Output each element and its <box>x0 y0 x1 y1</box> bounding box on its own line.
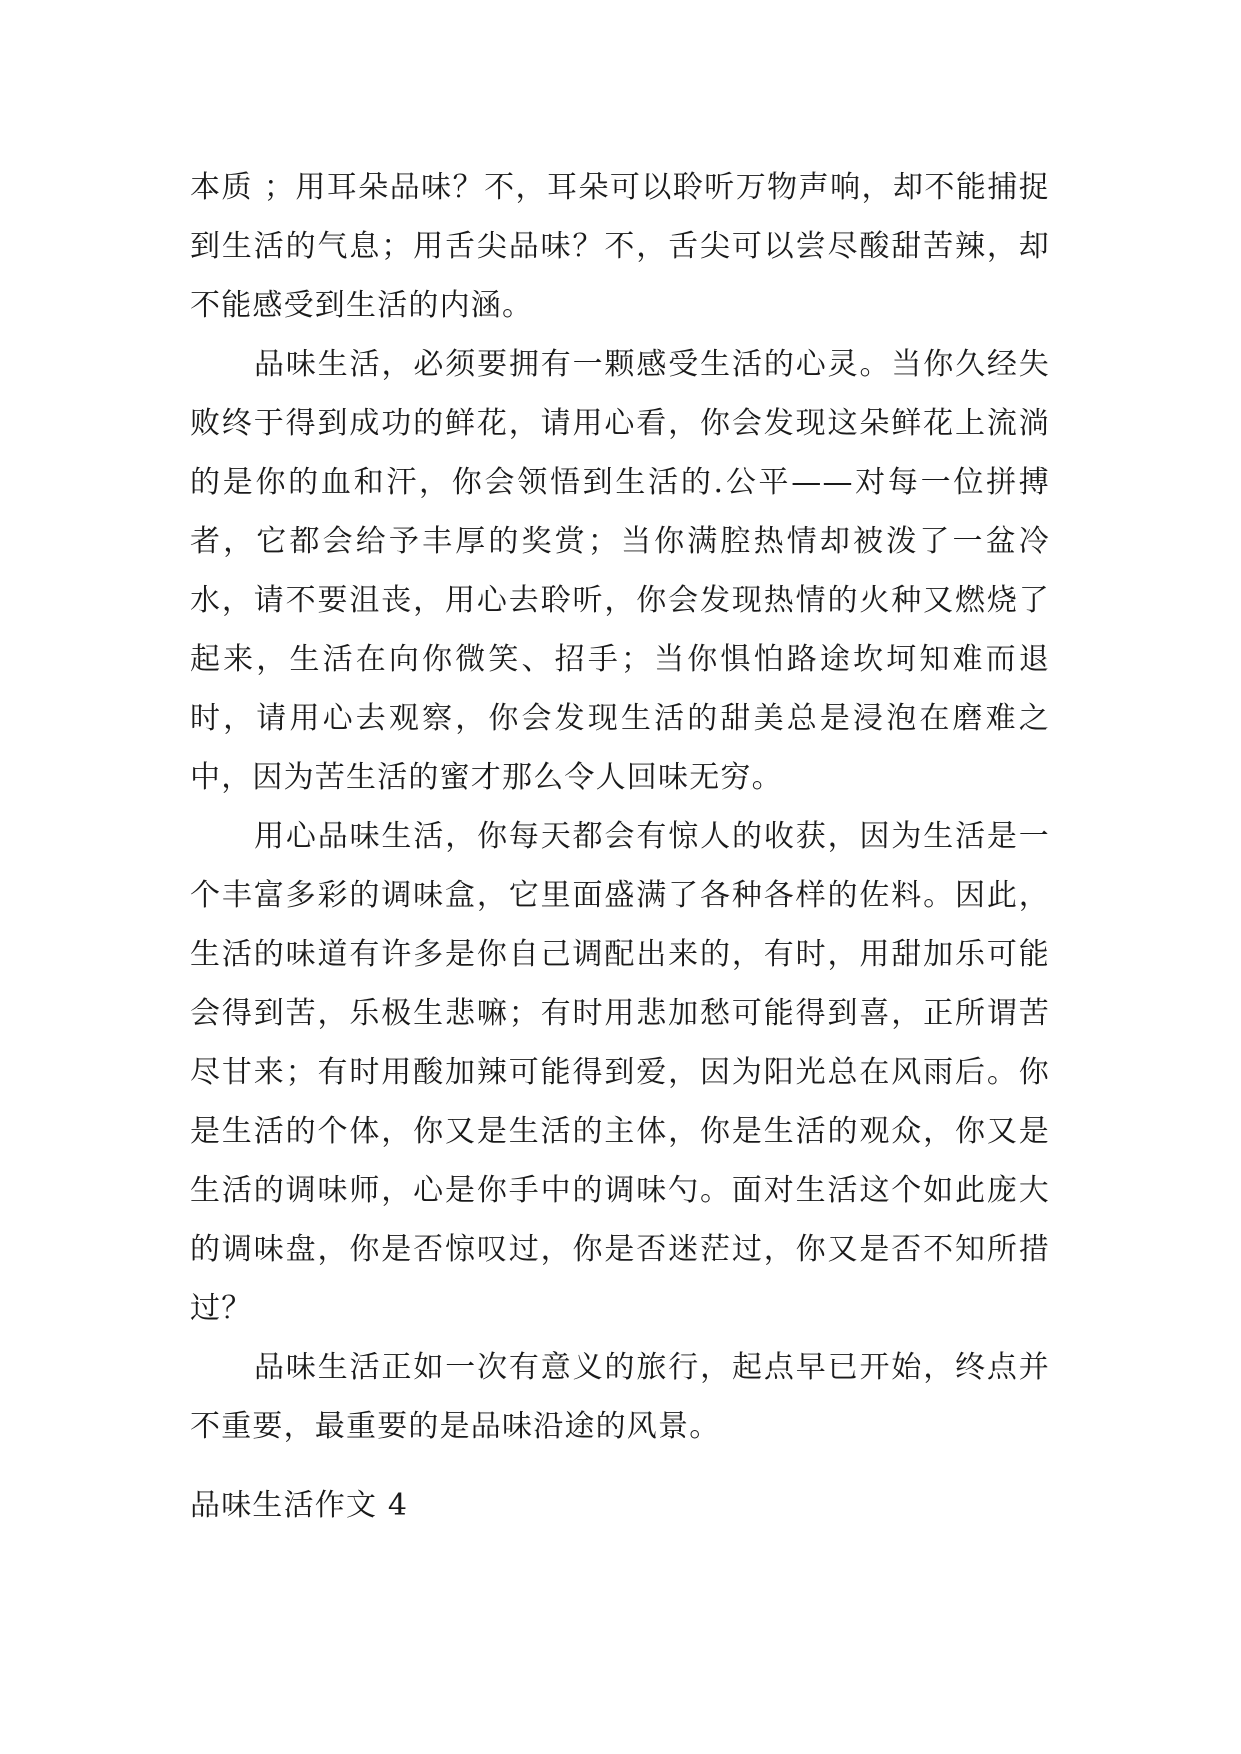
paragraph: 品味生活，必须要拥有一颗感受生活的心灵。当你久经失败终于得到成功的鲜花，请用心看，你会发现这朵鲜花上流淌的是你的血和汗，你会领悟到生活的.公平——对每一位拼搏者，它都会给予丰厚的奖赏；当你满腔热情却被泼了一盆冷水，请不要沮丧，用心去聆听，你会发现热情的火种又燃烧了起来，生活在向你微笑、招手；当你惧怕路途坎坷知难而退时，请用心去观察，你会发现生活的甜美总是浸泡在磨难之中，因为苦生活的蜜才那么令人回味无穷。 <box>190 347 1050 795</box>
document-body <box>190 158 1050 1456</box>
section-heading: 品味生活作文 4 <box>190 1488 409 1523</box>
paragraph: 品味生活正如一次有意义的旅行，起点早已开始，终点并不重要，最重要的是品味沿途的风景。 <box>190 1350 1050 1444</box>
paragraph-continuation: 本质 ；用耳朵品味？不，耳朵可以聆听万物声响，却不能捕捉到生活的气息；用舌尖品味？不，舌尖可以尝尽酸甜苦辣，却不能感受到生活的内涵。 <box>190 170 1050 323</box>
paragraph: 用心品味生活，你每天都会有惊人的收获，因为生活是一个丰富多彩的调味盒，它里面盛满了各种各样的佐料。因此，生活的味道有许多是你自己调配出来的，有时，用甜加乐可能会得到苦，乐极生悲嘛；有时用悲加愁可能得到喜，正所谓苦尽甘来；有时用酸加辣可能得到爱，因为阳光总在风雨后。你是生活的个体，你又是生活的主体，你是生活的观众，你又是生活的调味师，心是你手中的调味勺。面对生活这个如此庞大的调味盘，你是否惊叹过，你是否迷茫过，你又是否不知所措过？ <box>190 819 1050 1326</box>
